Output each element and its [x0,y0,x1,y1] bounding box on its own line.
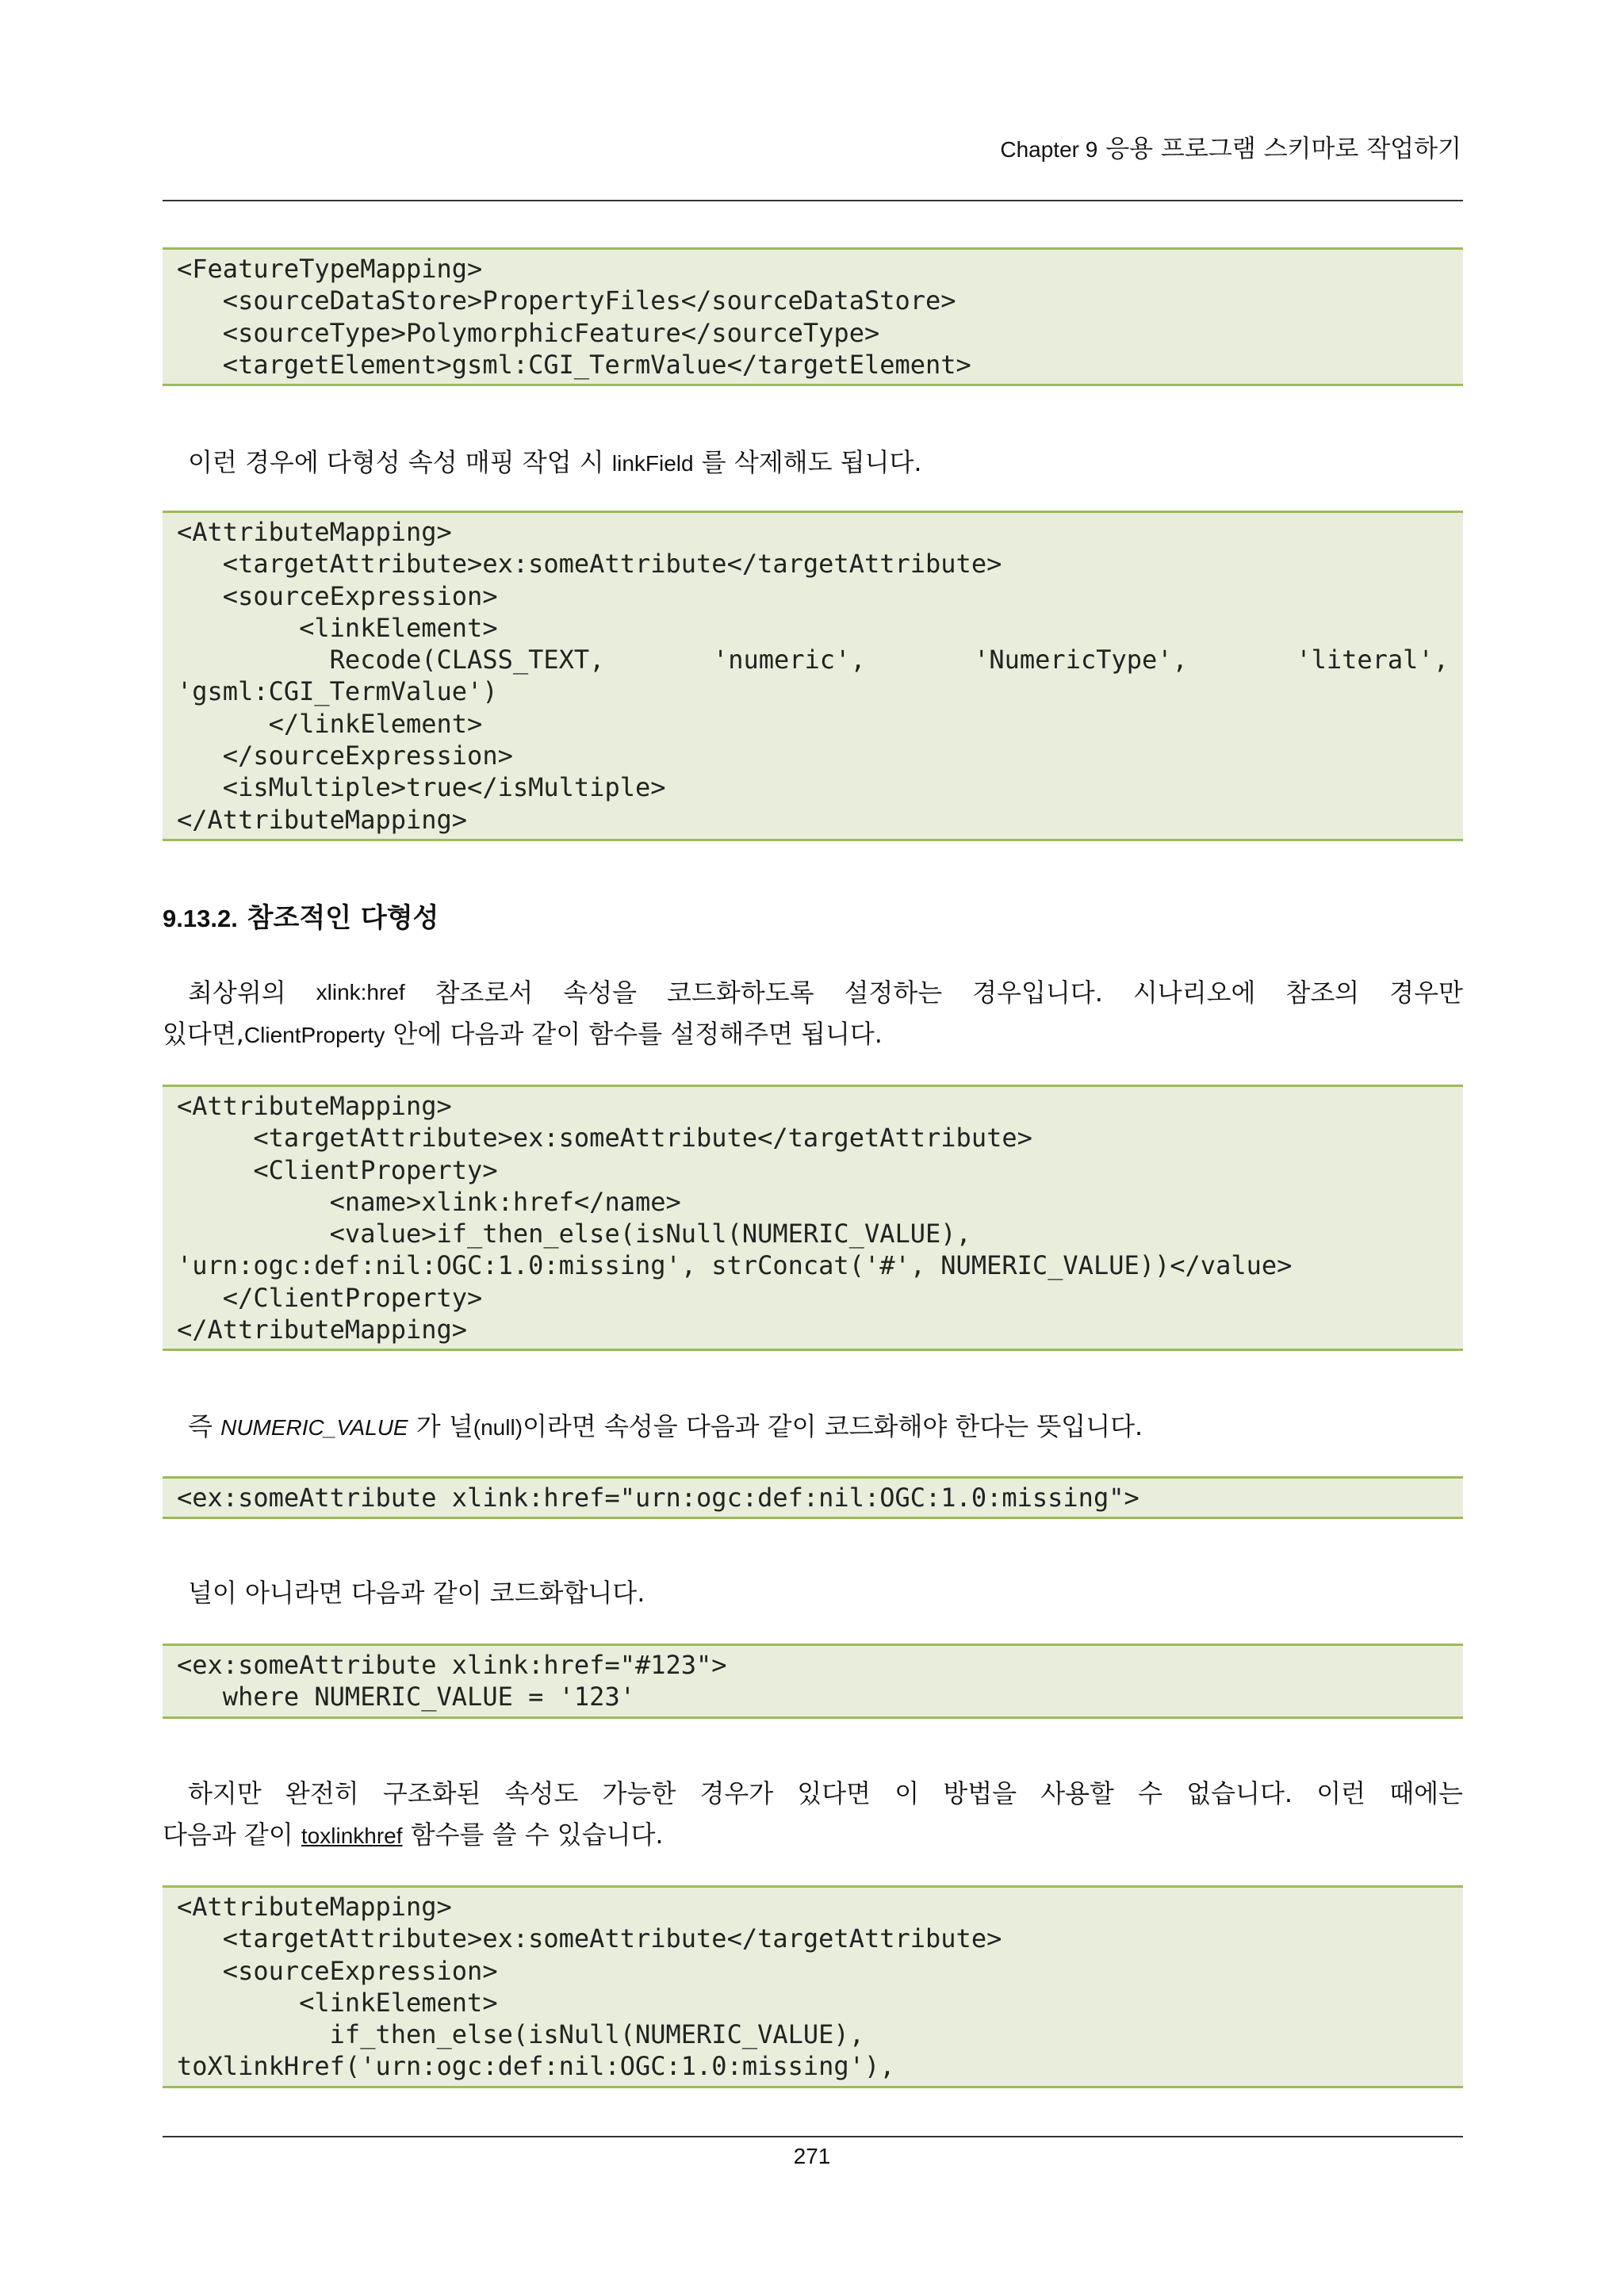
code-line: <targetElement>gsml:CGI_TermValue</targetElement> [177,349,971,380]
word: 속성을 [563,978,638,1008]
word: 완전히 [285,1778,359,1808]
word: 때에는 [1389,1778,1463,1808]
word: 시나리오에 [1132,978,1256,1008]
code-line: <ex:someAttribute xlink:href="urn:ogc:def:nil:OGC:1.0:missing"> [177,1483,1139,1513]
text-segment: 있다면, [163,1019,244,1049]
text-segment: 이라면 속성을 다음과 같이 코드화해야 한다는 뜻입니다. [523,1411,1143,1441]
word: 없습니다. [1186,1778,1293,1808]
page-number: 271 [793,2144,831,2168]
link-toxlinkhref[interactable]: toxlinkhref [301,1823,403,1848]
word: 이 [894,1778,920,1808]
word: 하지만 [188,1778,262,1808]
code-line: </ClientProperty> [177,1282,483,1313]
code-block-href-example [163,1644,1463,1719]
code-line: </AttributeMapping> [177,1314,468,1345]
word: 이런 [1316,1778,1366,1808]
word: 속성도 [504,1778,579,1808]
header-rule [163,200,1463,201]
word: 사용할 [1040,1778,1114,1808]
code-line: where NUMERIC_VALUE = '123' [177,1682,635,1712]
code-token: 'literal', [1296,645,1449,675]
paragraph-line [163,1406,1463,1447]
word: 구조화된 [382,1778,481,1808]
word: 경우만 [1389,978,1463,1008]
code-line: 'urn:ogc:def:nil:OGC:1.0:missing', strConcat('#', NUMERIC_VALUE))</value> [177,1250,1293,1281]
text-segment: 함수를 쓸 수 있습니다. [402,1820,664,1850]
code-line: <AttributeMapping> [177,1892,452,1922]
word: 방법을 [943,1778,1017,1808]
code-line: <linkElement> [177,1987,498,2018]
section-title: 참조적인 다형성 [247,902,439,934]
code-line: if_then_else(isNull(NUMERIC_VALUE), [177,2019,864,2050]
code-line: <targetAttribute>ex:someAttribute</targetAttribute> [177,1123,1032,1154]
code-line: <FeatureTypeMapping> [177,254,483,284]
code-block-attribute-mapping-recode [163,511,1463,841]
code-token: 'NumericType', [974,645,1188,675]
code-line: <isMultiple>true</isMultiple> [177,772,666,803]
text-segment: 이런 경우에 다형성 속성 매핑 작업 시 [188,447,612,477]
word: 코드화하도록 [667,978,814,1008]
word: 경우가 [699,1778,774,1808]
code-line: <linkElement> [177,612,498,643]
code-line: </linkElement> [177,708,483,739]
code-line: <sourceExpression> [177,580,498,611]
word: 있다면 [797,1778,871,1808]
code-line: <ClientProperty> [177,1154,498,1185]
paragraph-line [163,1814,1463,1855]
code-line: <AttributeMapping> [177,1091,452,1121]
paragraph-line [163,1013,1463,1054]
paragraph-line: 널이 아니라면 다음과 같이 코드화합니다. [188,1578,645,1608]
paragraph-numeric-null [163,1406,1463,1447]
term-linkfield: linkField [611,451,694,476]
chapter-label: Chapter 9 [1000,137,1098,162]
word: 참조로서 [435,978,534,1008]
code-line: </AttributeMapping> [177,804,468,835]
section-heading [163,897,439,939]
paragraph-line [163,1773,1463,1814]
code-block-toxlinkhref [163,1885,1463,2088]
code-line: <value>if_then_else(isNull(NUMERIC_VALUE), [177,1219,971,1249]
text-segment: 를 삭제해도 됩니다. [693,447,922,477]
code-line: <targetAttribute>ex:someAttribute</targetAttribute> [177,549,1002,580]
paragraph-line [163,972,1463,1013]
code-line: 'gsml:CGI_TermValue') [177,676,498,707]
text-segment: 가 널 [408,1411,473,1441]
term-client-property: ClientProperty [243,1023,385,1047]
paragraph-not-null [163,1572,1463,1613]
code-line: </sourceExpression> [177,740,513,771]
code-token: 'numeric', [712,645,866,675]
section-number: 9.13.2. [163,905,238,932]
code-block-client-property [163,1085,1463,1351]
word: 수 [1138,1778,1163,1808]
code-token: Recode(CLASS_TEXT, [177,645,605,675]
word: 참조의 [1285,978,1360,1008]
code-line: toXlinkHref('urn:ogc:def:nil:OGC:1.0:missing'), [177,2051,895,2082]
code-block-missing-example [163,1476,1463,1519]
code-block-feature-type-mapping [163,247,1463,386]
paragraph-line [163,442,1463,483]
text-segment: 다음과 같이 [163,1820,301,1850]
code-line: <ex:someAttribute xlink:href="#123"> [177,1650,727,1680]
paragraph-linkfield [163,442,1463,483]
term-xlink-href: xlink:href [316,980,405,1004]
term-null: (null) [473,1415,523,1440]
code-line: <name>xlink:href</name> [177,1186,681,1217]
code-line: <sourceDataStore>PropertyFiles</sourceDataStore> [177,285,956,316]
word: 가능한 [602,1778,676,1808]
paragraph-xlink-href [163,972,1463,1054]
code-line: <sourceExpression> [177,1955,498,1986]
running-header [1000,133,1461,166]
word: 최상위의 [188,978,286,1008]
code-line: <targetAttribute>ex:someAttribute</targetAttribute> [177,1923,1002,1954]
paragraph-toxlinkhref [163,1773,1463,1855]
code-line: <AttributeMapping> [177,517,452,547]
code-line: <sourceType>PolymorphicFeature</sourceType> [177,317,880,348]
text-segment: 안에 다음과 같이 함수를 설정해주면 됩니다. [385,1019,883,1049]
code-line-recode [177,644,1449,675]
text-segment: 즉 [188,1411,221,1441]
word: 설정하는 [844,978,943,1008]
term-numeric-value: NUMERIC_VALUE [220,1415,408,1440]
footer-rule [163,2136,1463,2137]
chapter-title: 응용 프로그램 스키마로 작업하기 [1105,135,1461,163]
word: 경우입니다. [972,978,1103,1008]
